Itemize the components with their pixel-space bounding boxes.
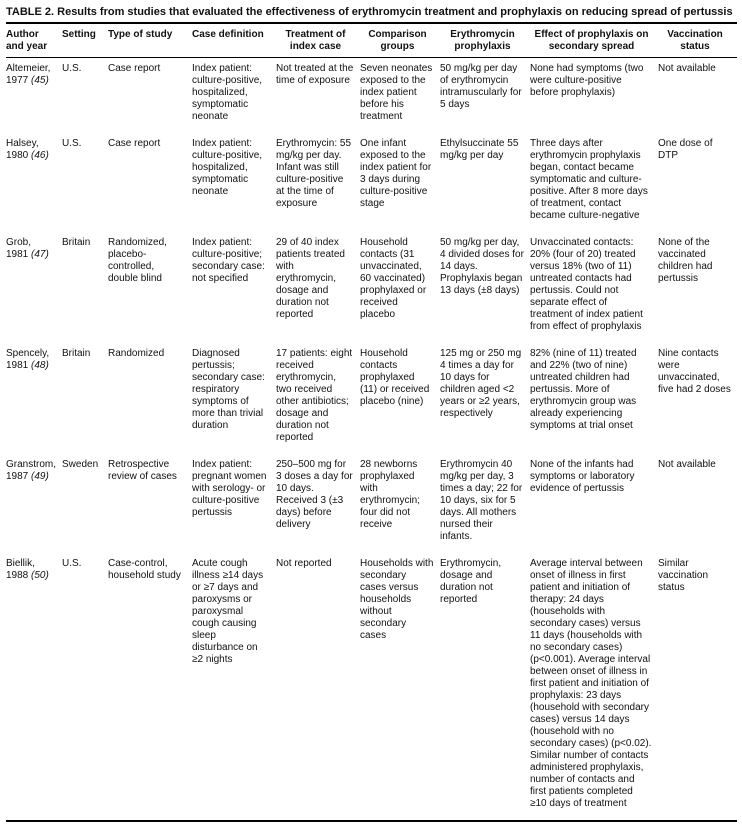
prophylaxis-cell: Ethylsuccinate 55 mg/kg per day [440, 138, 519, 162]
column-header-6: Erythromycin prophylaxis [440, 26, 530, 58]
prophylaxis-cell: 125 mg or 250 mg 4 times a day for 10 days for children aged <2 years or ≥2 years, respectively [440, 348, 522, 420]
prophylaxis-cell: Erythromycin, dosage and duration not reported [440, 558, 502, 606]
setting-cell: Britain [62, 237, 91, 249]
author-name: Altemeier, 1977 [6, 63, 51, 87]
vaccination-cell: Not available [658, 63, 716, 75]
column-header-4: Treatment of index case [276, 26, 360, 58]
column-header-5: Comparison groups [360, 26, 440, 58]
author-cell [6, 343, 62, 454]
table-title: TABLE 2. Results from studies that evaluated the effectiveness of erythromycin treatment and prophylaxis on reducing spread of pertussis [6, 6, 737, 24]
setting-cell: U.S. [62, 63, 82, 75]
vaccination-cell: None of the vaccinated children had pertussis [658, 237, 713, 285]
author-cell [6, 553, 62, 821]
reference-number: (45) [31, 75, 49, 87]
effect-cell: 82% (nine of 11) treated and 22% (two of nine) untreated children had pertussis. More of erythromycin group was already experiencing symptoms at trial onset [530, 348, 637, 432]
treatment-cell: Erythromycin: 55 mg/kg per day. Infant was still culture-positive at the time of exposure [276, 138, 352, 210]
study-type-cell: Retrospective review of cases [108, 459, 177, 483]
effect-cell: Unvaccinated contacts: 20% (four of 20) treated versus 18% (two of 11) untreated contacts had pertussis. Could not separate effect of treatment of index patient from effect of prophylaxis [530, 237, 643, 333]
table-header [6, 26, 737, 58]
study-type-cell: Case report [108, 138, 161, 150]
reference-number: (49) [31, 471, 49, 483]
author-cell [6, 454, 62, 553]
author-cell [6, 133, 62, 232]
vaccination-cell: Nine contacts were unvaccinated, five had 2 doses [658, 348, 731, 396]
table-row [6, 454, 737, 553]
table-row [6, 133, 737, 232]
treatment-cell: 17 patients: eight received erythromycin, two received other antibiotics; dosage and duration not reported [276, 348, 353, 444]
setting-cell: Sweden [62, 459, 99, 471]
case-definition-cell: Index patient: culture-positive, hospitalized, symptomatic neonate [192, 63, 263, 123]
table-row [6, 58, 737, 134]
effect-cell: Average interval between onset of illness in first patient and initiation of therapy: 24 days (households with secondary cases) versus 11 days (households with no secondary cases) (p<0.001). Average interval between onset of illness in first patient and initiation of prophylaxis: 23 days (household with secondary cases) versus 14 days (household with no secondary cases) (p<0.02). Similar number of contacts administered prophylaxis, number of contacts and first patients completed ≥10 days of treatment [530, 558, 652, 810]
comparison-cell: 28 newborns prophylaxed with erythromycin; four did not receive [360, 459, 421, 531]
effect-cell: None of the infants had symptoms or laboratory evidence of pertussis [530, 459, 635, 495]
column-header-3: Case definition [192, 26, 276, 58]
study-type-cell: Randomized, placebo-controlled, double blind [108, 237, 167, 285]
prophylaxis-cell: 50 mg/kg per day of erythromycin intramuscularly for 5 days [440, 63, 522, 111]
setting-cell: U.S. [62, 138, 82, 150]
case-definition-cell: Index patient: pregnant women with serology- or culture-positive pertussis [192, 459, 267, 519]
author-cell [6, 58, 62, 134]
study-type-cell: Randomized [108, 348, 165, 360]
effect-cell: None had symptoms (two were culture-positive before prophylaxis) [530, 63, 644, 99]
treatment-cell: Not treated at the time of exposure [276, 63, 354, 87]
comparison-cell: Household contacts (31 unvaccinated, 60 vaccinated) prophylaxed or received placebo [360, 237, 427, 321]
column-header-2: Type of study [108, 26, 192, 58]
results-table [6, 26, 737, 822]
effect-cell: Three days after erythromycin prophylaxis began, contact became symptomatic and culture-positive. After 8 more days of treatment, contact became culture-negative [530, 138, 648, 222]
setting-cell: Britain [62, 348, 91, 360]
author-name: Grob, 1981 [6, 237, 32, 261]
author-name: Halsey, 1980 [6, 138, 39, 162]
treatment-cell: 29 of 40 index patients treated with erythromycin, dosage and duration not reported [276, 237, 345, 321]
author-name: Biellik, 1988 [6, 558, 35, 582]
reference-number: (48) [31, 360, 49, 372]
author-name: Granstrom, 1987 [6, 459, 57, 483]
case-definition-cell: Index patient: culture-positive, hospitalized, symptomatic neonate [192, 138, 263, 198]
header-row [6, 26, 737, 58]
table-body [6, 58, 737, 822]
column-header-7: Effect of prophylaxis on secondary spread [530, 26, 658, 58]
comparison-cell: One infant exposed to the index patient for 3 days during culture-positive stage [360, 138, 432, 210]
author-cell [6, 232, 62, 343]
study-type-cell: Case report [108, 63, 161, 75]
table-row [6, 232, 737, 343]
setting-cell: U.S. [62, 558, 82, 570]
prophylaxis-cell: Erythromycin 40 mg/kg per day, 3 times a day; 22 for 10 days, six for 5 days. All mothers nursed their infants. [440, 459, 523, 543]
reference-number: (47) [31, 249, 49, 261]
treatment-cell: 250–500 mg for 3 doses a day for 10 days. Received 3 (±3 days) before delivery [276, 459, 353, 531]
comparison-cell: Household contacts prophylaxed (11) or received placebo (nine) [360, 348, 430, 408]
vaccination-cell: Similar vaccination status [658, 558, 709, 594]
study-type-cell: Case-control, household study [108, 558, 181, 582]
author-name: Spencely, 1981 [6, 348, 50, 372]
treatment-cell: Not reported [276, 558, 332, 570]
column-header-0: Author and year [6, 26, 62, 58]
table-row [6, 553, 737, 821]
case-definition-cell: Diagnosed pertussis; secondary case: respiratory symptoms of more than trivial duration [192, 348, 265, 432]
case-definition-cell: Acute cough illness ≥14 days or ≥7 days and paroxysms or paroxysmal cough causing sleep disturbance on ≥2 nights [192, 558, 264, 666]
reference-number: (50) [31, 570, 49, 582]
comparison-cell: Seven neonates exposed to the index patient before his treatment [360, 63, 433, 123]
reference-number: (46) [31, 150, 49, 162]
comparison-cell: Households with secondary cases versus households without secondary cases [360, 558, 434, 642]
case-definition-cell: Index patient: culture-positive; secondary case: not specified [192, 237, 265, 285]
table-row [6, 343, 737, 454]
vaccination-cell: Not available [658, 459, 716, 471]
column-header-8: Vaccination status [658, 26, 737, 58]
prophylaxis-cell: 50 mg/kg per day, 4 divided doses for 14 days. Prophylaxis began 13 days (±8 days) [440, 237, 524, 297]
column-header-1: Setting [62, 26, 108, 58]
vaccination-cell: One dose of DTP [658, 138, 713, 162]
